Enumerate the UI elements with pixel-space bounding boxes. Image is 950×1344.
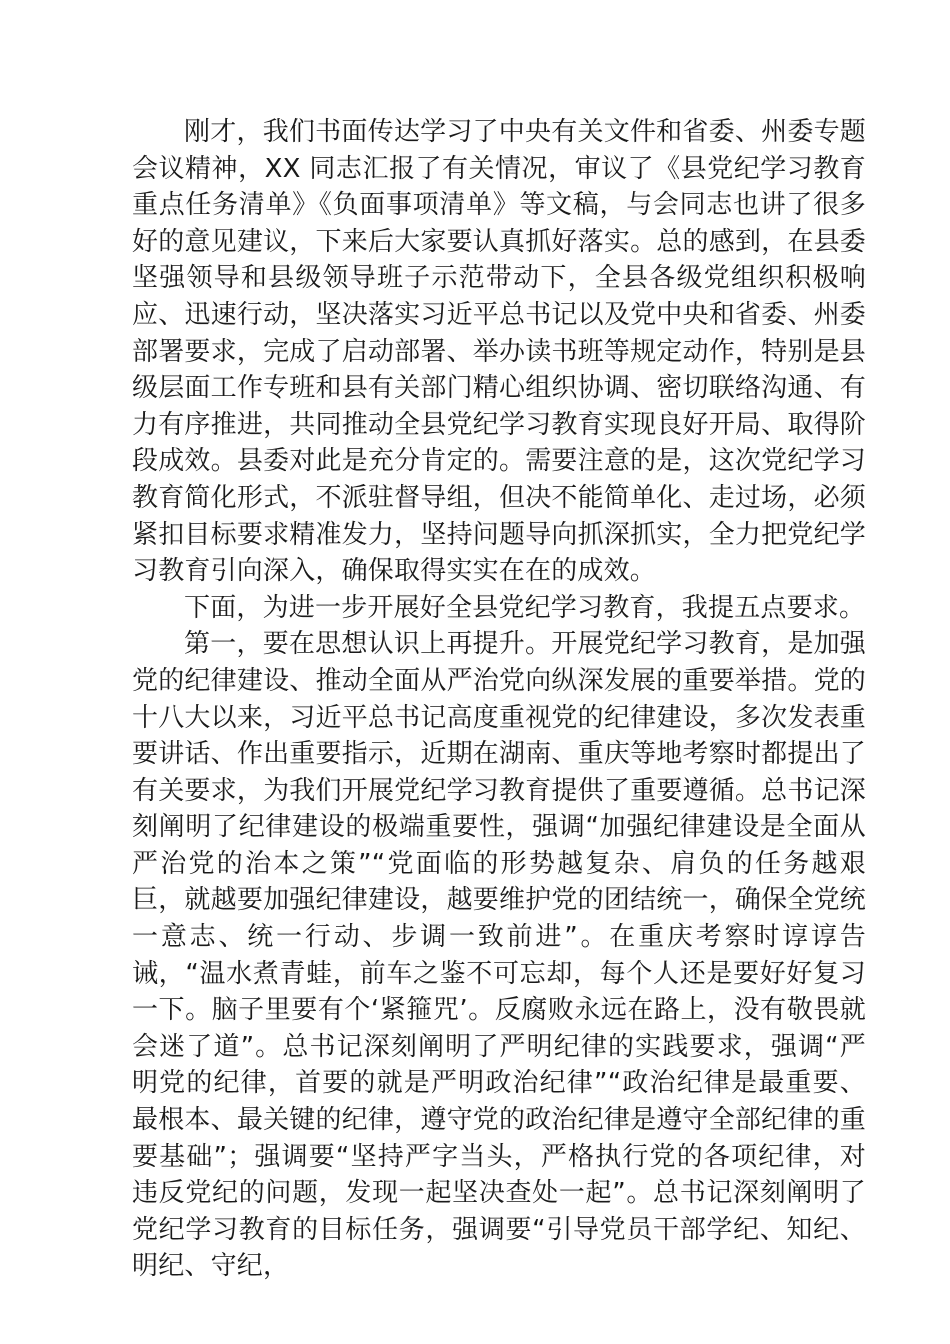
document-body [132, 114, 866, 1285]
paragraph-first-requirement: 第一，要在思想认识上再提升。开展党纪学习教育，是加强党的纪律建设、推动全面从严治党向纵深发展的重要举措。党的十八大以来，习近平总书记高度重视党的纪律建设，多次发表重要讲话、作出重要指示，近期在湖南、重庆等地考察时都提出了有关要求，为我们开展党纪学习教育提供了重要遵循。总书记深刻阐明了纪律建设的极端重要性，强调“加强纪律建设是全面从严治党的治本之策”“党面临的形势越复杂、肩负的任务越艰巨，就越要加强纪律建设，越要维护党的团结统一，确保全党统一意志、统一行动、步调一致前进”。在重庆考察时谆谆告诫，“温水煮青蛙，前车之鉴不可忘却，每个人还是要好好复习一下。脑子里要有个‘紧箍咒’。反腐败永远在路上，没有敬畏就会迷了道”。总书记深刻阐明了严明纪律的实践要求，强调“严明党的纪律，首要的就是严明政治纪律”“政治纪律是最重要、最根本、最关键的纪律，遵守党的政治纪律是遵守全部纪律的重要基础”；强调要“坚持严字当头，严格执行党的各项纪律，对违反党纪的问题，发现一起坚决查处一起”。总书记深刻阐明了党纪学习教育的目标任务，强调要“引导党员干部学纪、知纪、明纪、守纪， [132, 629, 866, 1282]
paragraph-opening: 刚才，我们书面传达学习了中央有关文件和省委、州委专题会议精神，XX 同志汇报了有关情况，审议了《县党纪学习教育重点任务清单》《负面事项清单》等文稿，与会同志也讲了很多好的意见建议，下来后大家要认真抓好落实。总的感到，在县委坚强领导和县级领导班子示范带动下，全县各级党组织积极响应、迅速行动，坚决落实习近平总书记以及党中央和省委、州委部署要求，完成了启动部署、举办读书班等规定动作，特别是县级层面工作专班和县有关部门精心组织协调、密切联络沟通、有力有序推进，共同推动全县党纪学习教育实现良好开局、取得阶段成效。县委对此是充分肯定的。需要注意的是，这次党纪学习教育简化形式，不派驻督导组，但决不能简单化、走过场，必须紧扣目标要求精准发力，坚持问题导向抓深抓实，全力把党纪学习教育引向深入，确保取得实实在在的成效。 [132, 117, 866, 587]
paragraph-transition: 下面，为进一步开展好全县党纪学习教育，我提五点要求。 [184, 592, 866, 623]
